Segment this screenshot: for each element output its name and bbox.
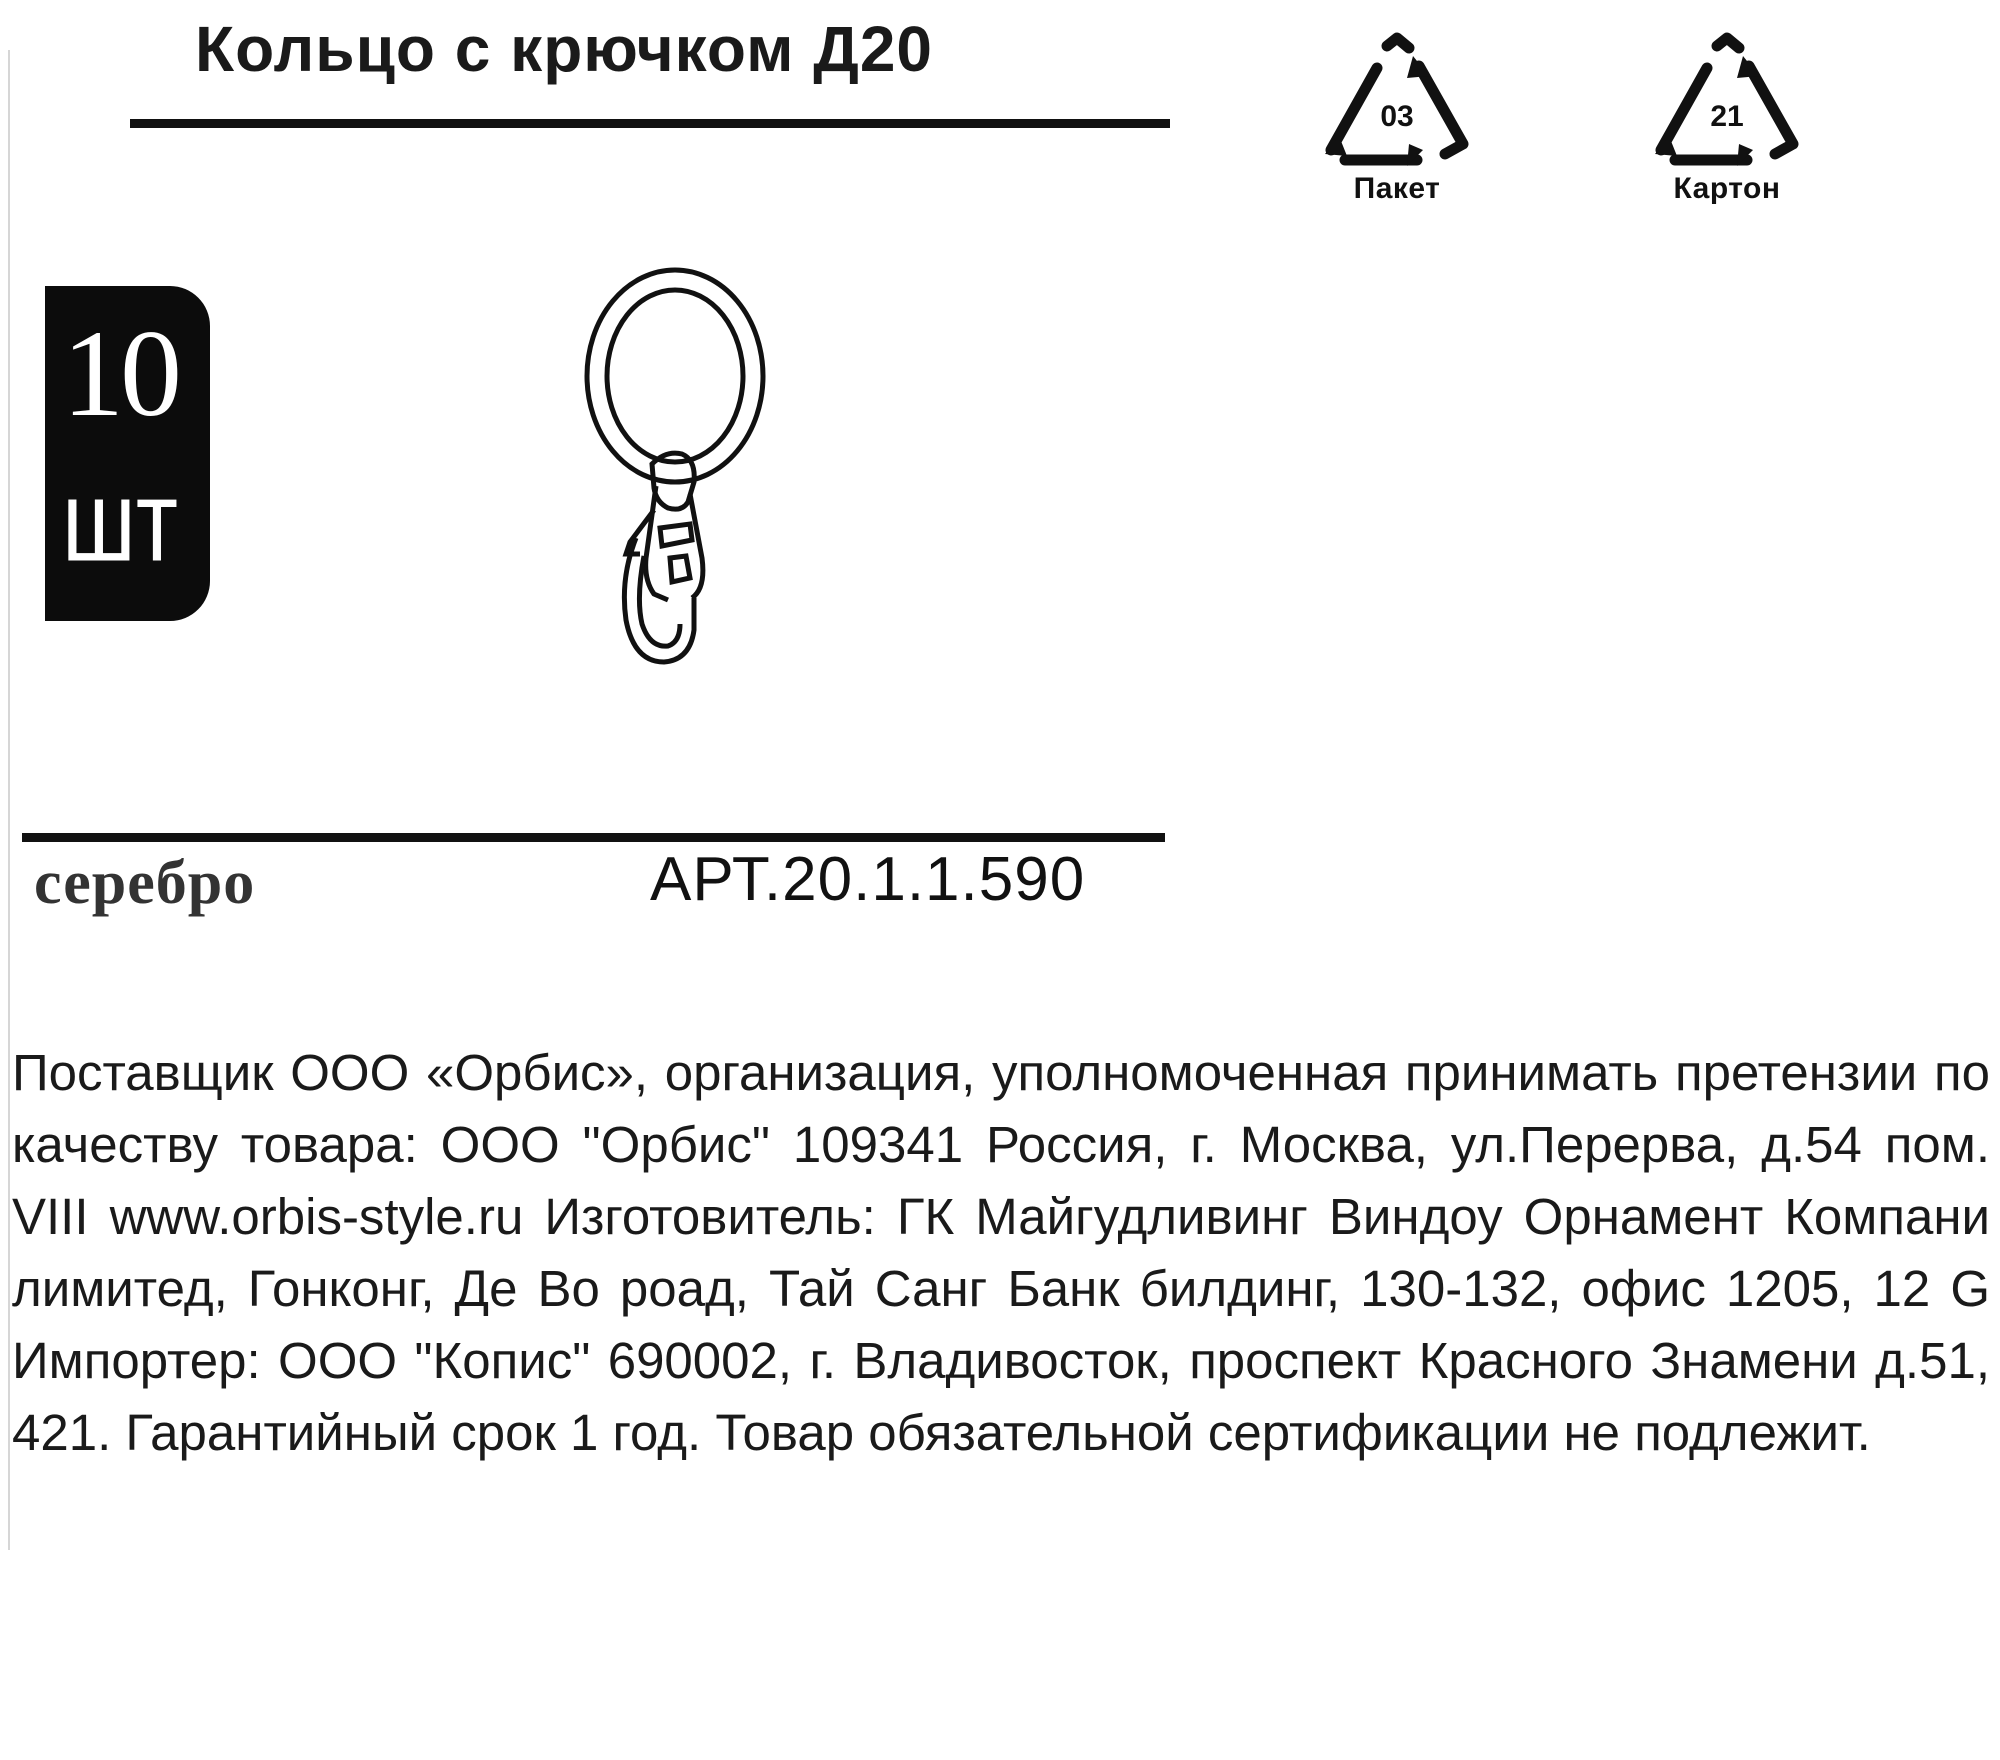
curtain-ring-with-hook-icon	[570, 258, 780, 683]
quantity-unit: шт	[62, 457, 178, 586]
recycling-mark-packet	[1312, 32, 1482, 206]
section-divider	[22, 833, 1165, 842]
recycling-code: 03	[1380, 100, 1414, 133]
supplier-info-paragraph: Поставщик ООО «Орбис», организация, уполномоченная принимать претензии по качеству товара: ООО "Орбис" 109341 Россия, г. Москва, ул.Перерва, д.54 пом. VIII www.orbis-style.ru Изготовитель: ГК Майгудливинг Виндоу Орнамент Компани лимитед, Гонконг, Де Во роад, Тай Санг Банк билдинг, 130-132, офис 1205, 12 G Импортер: ООО "Копис" 690002, г. Владивосток, проспект Красного Знамени д.51, 421. Гарантийный срок 1 год. Товар обязательной сертификации не подлежит.	[12, 1044, 1990, 1461]
recycling-label: Картон	[1673, 172, 1781, 205]
recycling-code: 21	[1710, 100, 1744, 133]
recycling-label: Пакет	[1353, 172, 1441, 205]
product-color: серебро	[34, 849, 256, 917]
title-underline	[130, 119, 1170, 128]
recycling-mark-carton	[1642, 32, 1812, 206]
page-edge-line	[8, 50, 10, 1550]
recycling-triangle-icon	[1647, 32, 1807, 172]
product-title: Кольцо с крючком Д20	[195, 13, 933, 85]
quantity-value: 10	[62, 305, 178, 442]
quantity-badge	[45, 286, 210, 621]
article-number: АРТ.20.1.1.590	[650, 845, 1086, 914]
recycling-triangle-icon	[1317, 32, 1477, 172]
